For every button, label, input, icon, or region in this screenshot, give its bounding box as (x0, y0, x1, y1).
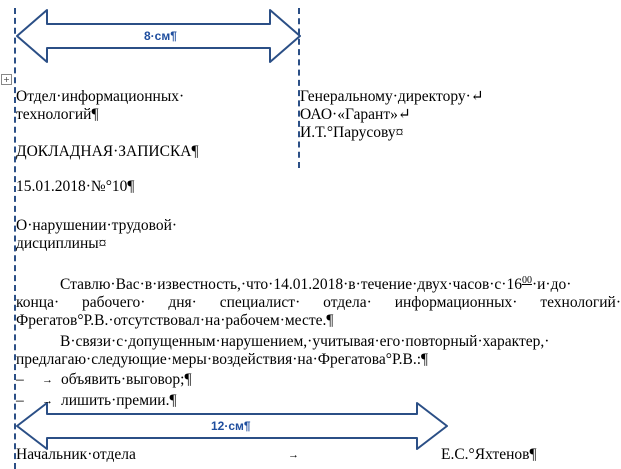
sender-line-2: технологий¶ (16, 106, 99, 123)
body-p1-line-1 (60, 272, 571, 294)
list-text: объявить·выговор;¶ (61, 371, 192, 388)
tab-arrow: → (42, 395, 53, 407)
body-p1-line-2: конца· рабочего· дня· специалист· отдела· информационных· технологий· (16, 294, 621, 311)
recipient-line-3: И.Т.°Парусову¤ (300, 124, 404, 141)
tab-arrow: → (42, 374, 53, 386)
list-marker: – (16, 392, 24, 409)
subject-line-1: О·нарушении·трудовой· (16, 217, 178, 234)
body-p1-text-b: ·и·до· (531, 276, 572, 293)
measure-label-8cm: 8·см¶ (144, 29, 177, 43)
signature-position: Начальник·отдела (16, 446, 136, 463)
list-item (16, 392, 177, 410)
sender-line-1: Отдел·информационных· (16, 88, 185, 105)
recipient-line-1: Генеральному·директору·↵ (300, 88, 484, 105)
body-p2-line-1: В·связи·с·допущенным·нарушением,·учитывая·его·повторный·характер,· (60, 333, 550, 350)
signature-tab-arrow: → (288, 449, 299, 461)
subject-line-2: дисциплины¤ (16, 235, 107, 252)
body-p1-text-a: Ставлю·Вас·в·известность,·что·14.01.2018·в·течение·двух·часов·с·16 (60, 276, 522, 293)
document-title: ДОКЛАДНАЯ·ЗАПИСКА¶ (16, 143, 199, 160)
body-p1-line-3: Фрегатов°Р.В.·отсутствовал·на·рабочем·месте.¶ (16, 312, 334, 329)
table-move-handle-icon[interactable]: + (1, 74, 12, 85)
time-superscript: 00 (521, 275, 532, 286)
recipient-line-2: ОАО·«Гарант»↵ (300, 106, 411, 123)
body-p2-line-2: предлагаю·следующие·меры·воздействия·на·Фрегатова°Р.В.:¶ (16, 351, 429, 368)
list-item (16, 371, 192, 389)
list-text: лишить·премии.¶ (61, 392, 177, 409)
date-number: 15.01.2018·№°10¶ (16, 178, 135, 195)
list-marker: – (16, 371, 24, 388)
measure-label-12cm: 12·см¶ (211, 419, 251, 433)
signature-name: Е.С.°Яхтенов¶ (441, 446, 537, 463)
